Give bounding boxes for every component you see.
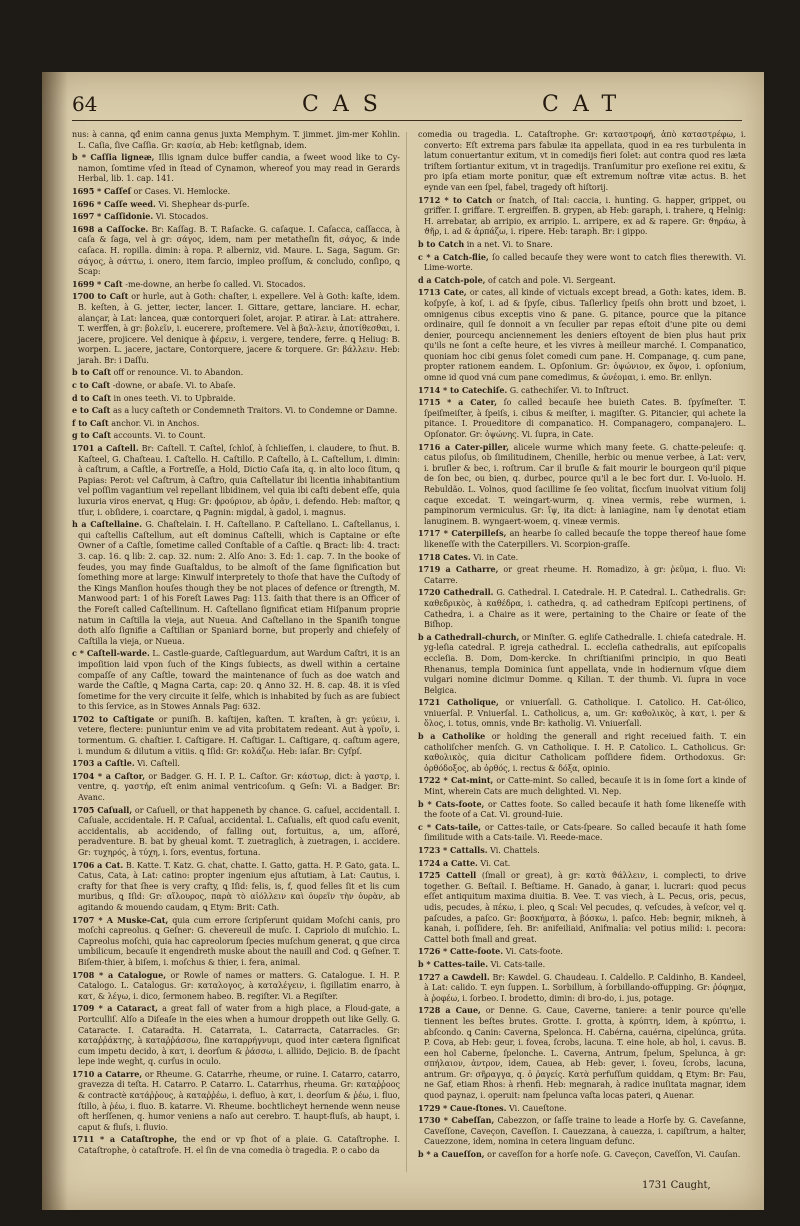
entry-text: B. Katte. T. Katz. G. chat, chatte. I. Gatto, gatta. H. P. Gato, gata. L. Catus, Cata, à Lat: catino: propter ingenium ejus aſtutiam, à Lat: Cautus, i. crafty for that ſhee is very crafty, ꝗ Iſid: felis, is, f, quod felles ſit et lis cum muribus, ꝗ Iſid: Gr: αἴλουρος, παρὰ τὸ αἰόλλειν καὶ ὀυρεῖν τὴν ὀυρὰν, ab agitando & mouendo caudam, ꝗ Etym: Brit: Cath. [78,860,401,912]
entry-text: L. Castle-guarde, Caſtleguardum, aut Wardum Caſtri, it is an impoſition laid vpon ſuch of the Kings ſubiects, as dwell within a certaine compaſſe of any Caſtle, toward the maintenance of ſuch as doe watch and warde the Caſtle, ꝗ Magna Carta, cap: 20. ꝗ Anno 32. H. 8. cap. 48. it is vſed ſometime for the very circuite it ſelfe, which is inhabited by ſuch as are ſubiect to this ſervice, as in Stowes Annals Pag: 632. [78,649,400,712]
entry-headword: 1709 * a Cataract, [72,1003,158,1014]
dictionary-entry [72,970,400,1003]
entry-headword: 1723 * Cattalls. [418,845,488,855]
entry-text: Vi. Stocados. [155,212,209,222]
entry-text: comedia ou tragedia. L. Cataſtrophe. Gr: καταστροφή, ἀπὸ καταστρέφω, i. converto: Eſt extrema pars fabulæ ita appellata, quod in ea res turbulenta in latum conuertantur exitum, vt in comedijs fieri ſolet: aut contra quod res læta triſtem ſortiantur exitum, vt in tragedijs. Tranſumitur pro exeſione rei exitu, & pro ipſa etiam morte ponitur, quæ eſt extremum noſtræ vitæ actus. B. het eynde van een ſpel, fabel, tragedy oft hiſtorij. [418,130,746,192]
entry-text: alicele wurme which many feete. G. chatte-peleuſe: q. catus piloſus, ob ſimilitudinem, Chenille, herbic ou menue verbee, à Lat: verv, i. bruſler & bec, i. roſtrum. Car il bruſle & fait mourir le bourgeon qu'il pique de ſon bec, ou bien, q. durbec, pource qu'il a le bec fort dur. I. Vo-luolo. H. Rebuldão. L. Volnos, quod ſacillime ſe ſeo volitat, ſiccſum inuolvat vitium ſolij caque excedat. T. weingart-wurm, q. vinea vermis, rebe wurmen, i. pampinorum vermiculus. Gr: ἴψ, ita dict: à laniagine, nam ἴψ denotat etiam lanuginem. B. wyngaert-woem, q. vineæ vermis. [424,442,747,526]
dictionary-entry [418,775,746,797]
dictionary-entry [418,697,746,730]
entry-text: G. Cathedral. I. Catedrale. H. P. Catedral. L. Cathedralis. Gr: καθεδρικὸς, à καθέδρα, i. cathedra, q. ad cathedram Epiſcopi pertinens, of Cathedra, i. a Chaire as it were, pertaining to the Chaire or ſeate of the Biſhop. [424,588,747,630]
dictionary-entry [418,442,746,528]
dictionary-entry [72,771,400,804]
left-running-head: CAS [302,92,392,117]
page-gutter-shadow [42,72,68,1210]
dictionary-entry [72,291,400,366]
entry-text: quia cum errore ſcripſerunt quidam Moſchi canis, pro moſchi capreolus. ꝗ Geſner: G. chevereuil de muſc. I. Capriolo di muſchio. L. Capreolus moſchi, quia hac capreolorum ſpecies muſchum generat, ꝗ que circa umbilicum, becauſe it engendreth muske about the nauill and Cod. ꝗ Geſner. T. Biſem-thier, à biſem, i. moſchus & thier, i. fera, animal. [78,915,401,967]
running-header [72,90,742,121]
dictionary-entry [418,397,746,440]
entry-text: Br: Kawdel. G. Chaudeau. I. Caldello. P. Caldinho, B. Kandeel, à Lat: calido. T. eyn ſuppen. L. Sorbillum, à ſorbillando-offupping. Gr: ῥόφημα, à ῥοφέω, i. ſorbeo. I. brodetto, dimin: di bro-do, i. jus, potage. [424,972,746,1003]
dictionary-entry [418,287,746,383]
dictionary-entry [418,1005,746,1101]
entry-text: -downe, or abaſe. Vi. to Abaſe. [112,381,236,391]
dictionary-entry [72,714,400,757]
entry-text: or ſnatch, of Ital: caccia, i. hunting. G. happer, grippet, ou griffer. I. griffare. T. ergreiffen. B. grypen, ab Heb: garaph, i. trahere, ꝗ Helnig: H. arrebatar, ab arripio, ex arripio. L. arripere, ex ad & rapere. Gr: ϑηράω, à ϑῆρ, i. ad & ἁρπάζω, i. ripere. Heb: taraph. Br: i gippo. [424,195,746,237]
entry-text: Vi. Cats-taile. [490,959,546,969]
entry-headword: 1724 a Catte. [418,857,478,868]
dictionary-entry [72,1134,400,1156]
dictionary-entry [72,186,400,198]
entry-text: or great rheume. H. Romadizo, à gr: ῥεῦμα, i. fluo. Vi: Catarre. [424,565,746,585]
entry-headword: 1712 * to Catch [418,194,493,205]
dictionary-entry [418,239,746,251]
entry-text: or puniſh. B. kaſtijen, kaſten. T. kraſten, à gr: γεύειν, i. vetere, flectere: puniuntur enim ve ad vita probitatem redeant. Aut à γροῖν, i. tormentum. G. chaſtier. I. Caſtigare. H. Caſtigar. L. Caſtigare, q. caſtum agere, i. mundum & dilutum a vitiis. ꝗ Iſid: Gr: κολάζω. Heb: iaſar. Br: Cyſpſ. [78,714,401,756]
entry-text: or Cattes foote. So called becauſe it hath ſome likeneſſe with the foote of a Cat. Vi. ground-Iuie. [424,799,747,820]
entry-headword: 1700 to Caſt [72,291,129,302]
entry-text: accounts. Vi. to Count. [113,431,206,441]
entry-text: or Minſter. G. egliſe Cathedralle. I. chieſa catedrale. H. yg-leſia catedral. P. igreja cathedral. L. eccleſia cathedralis, aut epiſcopalis eccleſia. B. Dom, Dom-kercke. In chriſtianiſmi principio, in quo Beati Rhenanus, templa Dominica ſunt appellata, vnde in hodiernum vſque diem vulgari nomine dicimur Domme. ꝗ Kilian. T. der thumb. Vi. ſupra in voce Belgica. [424,632,746,695]
entry-text: an hearbe ſo called becauſe the toppe thereof haue ſome likeneſſe with the Caterpillers. Vi. Scorpion-graſſe. [424,529,746,549]
entry-headword: h a Caſtellaine. [72,519,142,530]
entry-headword: b to Caſt [72,367,111,378]
entry-headword: 1727 a Cawdell. [418,971,490,982]
dictionary-entry [72,443,400,518]
dictionary-entry [72,130,400,151]
entry-text: Vi. in Cate. [473,552,519,562]
dictionary-entry [418,845,746,857]
entry-text: Vi. Cats-foote. [505,947,563,957]
entry-headword: 1697 * Caſſidonie. [72,211,154,222]
dictionary-entry [418,799,746,821]
entry-text: or Catte-mint. So called, becauſe it is in ſome ſort a kinde of Mint, wherein Cats are much delighted. Vi. Nep. [424,776,746,797]
entry-headword: 1698 a Caſſocke. [72,223,149,234]
entry-text: Br: Caſtell. T. Caſtel, ſchloſ, à ſchlieſſen, i. claudere, to ſhut. B. Kaſteel, G. Chaſteau. I. Caſtello. H. Caſtillo. P. Caſtello, à L. Caſtellum, i. dimin: à caſtrum, a Caſtle, a Fortreſſe, a Hold, Dictio Caſa ita, q. in alto loco ſitum, ꝗ Papias: Perot: vel Caſtrum, à Caſtro, quia Caſtellatur ibi licentia inhabitantium vel poſſim vagantium vel repellant libidinem, vel quia ibi caſti debent eſſe, quia luxuria viros enervat, ꝗ Hug: Gr: ϕρούριον, ab ὁρᾶν, i. defendo. Heb: maſtor, ꝗ tſur, i. obſidere, i. coarctare, ꝗ Pagnin: migdal, à gadol, i. magnus. [78,444,400,517]
right-column [418,130,746,1162]
entry-headword: 1701 a Caſtell. [72,443,139,454]
entry-headword: 1715 * a Cater, [418,397,497,408]
entry-text: -me-downe, an herbe ſo called. Vi. Stocados. [125,279,306,289]
entry-text: in a net. Vi. to Snare. [466,239,553,249]
entry-text: or holding the generall and right receiued faith. T. ein catholiſcher menſch. G. vn Catholique. I. H. P. Catolico. L. Catholicus. Gr: καθολικὸς, quia dicitur Catholicam poſſidere fidem. Orthodoxus. Gr: ὀρθόδοξος, ab ὀρθός, i. rectus & δόξα, opinio. [424,732,746,773]
entry-headword: b a Cathedrall-church, [418,631,520,642]
entry-headword: 1699 * Caſt [72,278,123,289]
dictionary-entry [418,959,746,971]
dictionary-entry [418,564,746,586]
entry-text: Vi. Caueſtone. [509,1103,567,1113]
dictionary-entry [72,915,400,969]
dictionary-entry [418,858,746,870]
entry-text: or Rowle of names or matters. G. Catalogue. I. H. P. Catalogo. L. Catalogus. Gr: καταλογος, à καταλέγειν, i. ſigillatim enarro, à κατ, & λέγω, i. dico, ſermonem habeo. B. regiſter. Vi. a Regiſter. [78,970,400,1001]
entry-text: G. cathechiſer. Vi. to Inſtruct. [509,385,629,395]
entry-headword: c to Caſt [72,380,111,391]
entry-headword: 1726 * Catte-foote. [418,946,504,957]
dictionary-entry [418,587,746,630]
entry-text: or Cases. Vi. Hemlocke. [133,186,231,196]
entry-text: or vniuerſall. G. Catholique. I. Catolico. H. Cat-ólico, vniuerſal. P. Vniuerſal. L. Catholicus, a, um. Gr: καθολικὸς, à κατ, i. per & ὅλος, i. totus, omnis, vnde Br: katholig. Vi. Vniuerſall. [424,698,747,729]
dictionary-entry [72,758,400,770]
entry-text: or Rheume. G. Catarrhe, rheume, or ruine. I. Catarro, catarro, gravezza di teſta. H. Catarro. P. Catarro. L. Catarrhus, rheuma. Gr: καταῤῥοος & contractè κατάῤῥους, à καταῤῥέω, i. defluo, à κατ, i. deorſum & ῥέω, i. fluo, ſtillo, à ῥέω, i. fluo. B. katarre. Vi. Rheume. bochtlicheyt hernende wenn neuse oft herſſenen, q. humor veniens a naſo aut cerebro. T. haupt-fluſs, ab haupt, i. caput & fluſs, i. fluvio. [78,1069,400,1132]
entry-text: of catch and pole. Vi. Sergeant. [488,275,616,285]
entry-text: ſo called becauſe they were wont to catch flies therewith. Vi. Lime-worte. [424,252,746,273]
entry-headword: f to Caſt [72,417,109,428]
dictionary-entry [72,367,400,379]
entry-headword: g to Caſt [72,430,111,441]
entry-text: G. Chaſtelain. I. H. Caſtellano. P. Caſtellano. L. Caſtellanus, i. qui caſtellis Caſtellum, aut eſt dominus Caſtelli, which is Captaine or eſte Owner of a Caſtle, ſometime called Conſtable of a Caſtle. ꝗ Bract: lib: 4. tract: 3. cap. 16. ꝗ lib: 2. cap. 32. num: 2. Alſo Ano: 3. Ed: 1. cap. 7. In the booke of feudes, you may finde Guaſtaldus, to be almoſt of the ſame ſignification but ſomething more at large: Kinwulf interpretely to thoſe that have the Cuſtody of the Kings Manſion houſes though they be not places of defence or ſtrength, M. Manwood part: 1 of his Foreſt Lawes Pag: 113. ſaith that there is an Officer of the Foreſt called Caſtellinum. H. Caſtellano ſignificat etiam Hiſpanum proprie natum in Caſtilla la vieja, aut Nueua. And Caſtellano in the Spaniſh tongue doth alſo ſignifie a Caſtilian or Spaniard borne, but properly and chiefely of Caſtilla la vieja, or Nueua. [78,520,401,646]
dictionary-entry [418,822,746,844]
dictionary-entry [72,1069,400,1134]
entry-text: or cates, all kinde of victuals except bread, a Goth: kates, idem. B. koſpyſe, à koſ, i. ad & ſpyſe, cibus. Taſlerlicy ſpeiſs ohn brott und bzoet, i. omnigenus cibus exceptis vino & pane. G. pitance, pource que la pitance ordinaire, quil ſe donnoit a vn ſeculier par repas eſtoit d'une pite ou demi denier, pourcequ anciennement les deniers eſtoyent de bien plus haut prix qu'ils ne ſont a ceſte heure, et les vivres à meilleur marché. I. Companatico, quoniam hoc cibi genus ſolet comedi cum pane. H. Companage, q. cum pane, propter rationem eandem. L. Opſonium. Gr: ὀψώνιον, ex ὄψον, i. opſonium, omne id quod vná cum pane comedimus, & ὠνέομαι, i. emo. Br. enllyn. [424,288,747,383]
entry-headword: c * Cats-taile, [418,821,482,832]
entry-headword: 1710 a Catarre, [72,1068,143,1079]
dictionary-entry [418,1115,746,1148]
dictionary-entry [418,252,746,274]
entry-text: Vi. Cat. [480,858,511,868]
entry-headword: 1703 a Caſtle. [72,758,135,769]
dictionary-entry [418,195,746,238]
entry-text: or hurle, aut à Goth: chaſter, i. expellere. Vel à Goth: kaſte, idem. B. keſten, à G. jetter, iecter, lancer. I. Gittare, gettare, lanciare. H. echar, alançar, à Lat: lancea, quæ contorqueri ſolet, arojar. P. atirar. à Lat: attrahere. T. werffen, à gr: βολεῖν, i. eucerere, proſtemere. Vel à βαλ-λειν, ἀποτίθεσθαι, i. jacere, projicere. Vel denique à ϕέρειν, i. vergere, tendere, ferre. ꝗ Heliug: B. worpen. L. jacere, jactare, Contorquere, jacere & torquere. Gr: βάλλειν. Heb: jarah. Br: i Daſſu. [78,292,400,365]
entry-headword: 1725 Cattell [418,870,477,881]
entry-text: Vi. Chattels. [490,846,540,855]
entry-text: Vi. Caſtell. [137,759,180,769]
dictionary-entry [418,385,746,397]
entry-text: the end or vp ſhot of a plaie. G. Cataſtrophe. I. Cataſtrophe, ò cataſtrofe. H. el ſin de vna comedia ò tragedia. P. o cabo da [78,1135,401,1156]
right-running-head: CAT [542,92,631,117]
entry-headword: d to Caſt [72,392,111,403]
dictionary-entry [418,528,746,550]
entry-headword: 1714 * to Catechiſe. [418,384,508,395]
entry-text: in ones teeth. Vi. to Upbraide. [113,393,236,403]
dictionary-entry [418,731,746,774]
entry-headword: 1722 * Cat-mint, [418,775,494,786]
dictionary-entry [418,1149,746,1161]
entry-headword: 1696 * Caſſe weed. [72,198,156,209]
entry-text: as a lucy caſteth or Condemneth Traitors. Vi. to Condemne or Damne. [112,406,398,416]
dictionary-entry [72,648,400,713]
dictionary-entry [72,279,400,291]
entry-text: Illis ignam dulce buffer candia, a ſweet wood like to Cy-namon, ſomtime vſed in ſtead of Cynamon, whereof you may read in Gerards Herbal, lib. 1. cap. 141. [78,153,401,184]
entry-headword: d a Catch-pole, [418,274,486,285]
entry-text: or Badger. G. H. I. P. L. Caſtor. Gr: κάστωρ, dict: à γαστρ, i. ventre, q. γαστήρ, eſt enim animal ventricoſum. ꝗ Geſn: Vi. a Badger. Br: Avanc. [78,771,400,803]
catchword: 1731 Caught, [642,1180,711,1191]
entry-headword: 1720 Cathedrall. [418,587,494,598]
entry-headword: 1729 * Caue-ſtones. [418,1102,507,1113]
entry-headword: 1708 * a Catalogue, [72,969,166,980]
entry-headword: b to Catch [418,238,465,249]
entry-text: or Cattes-taile, or Cats-ſpeare. So called becauſe it hath ſome ſimilitude with a Cats-taile. Vi. Reede-mace. [424,822,747,843]
entry-headword: b * Caſſia ligneæ, [72,152,155,163]
entry-text: or caveſſon for a horſe noſe. G. Caveçon, Caveſſon, Vi. Cauſan. [487,1150,741,1160]
dictionary-entry [72,418,400,430]
entry-headword: c * Caſtell-warde. [72,648,150,659]
entry-text: anchor. Vi. in Anchos. [111,418,200,428]
entry-text: ſo called becauſe hee buieth Cates. B. ſpyſmeſter. T. ſpeiſmeiſter, à ſpeiſs, i. cibus & meiſter, i. magiſter. G. Pitancier, qui achete la pitance. I. Proueditore di companatico. H. Companagero, companajero. L. Opſonator. Gr: ὀψώνης. Vi. ſupra, in Cate. [424,398,746,440]
entry-text: or Caſuell, or that happeneth by chance. G. caſuel, accidentall. I. Caſuale, accidentale. H. P. Caſual, accidental. L. Caſualis, eſt quod caſu evenit, accidentalis, ab accidendo, of falling out, fortuitus, a, um, aſſoré, peradventure. B. bat by gheual komt. T. zuetraglich, à zuetragen, i. accidere. Gr: τυχηρός, à τύχη, i. ſors, eventus, fortuna. [78,805,401,857]
entry-headword: 1702 to Caſtigate [72,713,155,724]
entry-headword: 1705 Caſuall, [72,804,133,815]
entry-headword: 1695 * Caſſeſ [72,185,131,196]
dictionary-entry [418,1103,746,1115]
entry-text: or Denne. G. Caue, Caverne, taniere: a tenir pource qu'elle tiennent les beſtes brutes. Grotte. I. grotta, à κρύπτη, idem, à κρύπτω, i. abſcondo. ꝗ Canin: Caverna, Spelonca. H. Cabérna, cauérna, cipelúnca, grúta. P. Cova, ab Heb: geur, i. fovea, ſcrobs, lacuna. T. eine hole, ab hol, i. cavus. B. een hol Caberne, ſpelonche. L. Caverna, Antrum, ſpelum, Spelunca, à gr: σπήλαιον, ἀντρον, idem, Cauea, ab Heb: gever, i. ſoveu, ſcrobs, lacuna, antrum. Gr: σῆραγγα, q. ὁ ῥαγείς. Κατὰ perfuſſum quiddam, ꝗ Etym: Br: Fau, ne Gaf, etiam Rhos: à rhenfi. Heb: megnarah, à radice inuſitata magnar, idem quod paynaz, i. operuit: nam ſpelunca vaſta locas pateri, ꝗ Auenar. [424,1006,747,1101]
dictionary-entry [72,519,400,647]
dictionary-entry [72,380,400,392]
entry-headword: 1706 a Cat. [72,859,124,870]
entry-headword: 1718 Cates. [418,551,471,562]
dictionary-entry [72,199,400,211]
entry-headword: e to Caſt [72,405,111,416]
entry-headword: 1716 a Cater-piller, [418,441,510,452]
entry-headword: 1707 * A Muske-Cat, [72,914,169,925]
dictionary-entry [72,224,400,278]
entry-headword: b a Catholike [418,731,486,742]
dictionary-entry [418,130,746,194]
book-page [42,72,764,1210]
dictionary-entry [418,870,746,945]
entry-headword: 1728 a Caue, [418,1005,481,1016]
entry-headword: 1717 * Caterpilleſs, [418,528,507,539]
entry-headword: 1704 * a Caſtor, [72,770,145,781]
dictionary-entry [72,393,400,405]
entry-headword: c * a Catch-flie, [418,251,489,262]
entry-headword: 1721 Catholique, [418,697,499,708]
dictionary-entry [72,405,400,417]
entry-headword: 1730 * Cabeſſan, [418,1115,495,1126]
dictionary-entry [418,275,746,287]
entry-text: Cabezzon, or ſaſſe traine to leade a Horſe by. G. Caveſanne, Caveſſone, Caveçon, Caveſſon. I. Cauezzana, à cauezza, i. capiſtrum, a halter, Cauezzone, idem, nomina in cetera linguam defunc. [424,1116,747,1147]
entry-headword: b * Cattes-taile. [418,958,489,969]
dictionary-entry [72,430,400,442]
dictionary-entry [72,860,400,914]
column-divider [406,132,407,1172]
entry-text: off or renounce. Vi. to Abandon. [113,368,244,378]
page-number: 64 [72,92,98,116]
entry-text: a great fall of water from a high place, a Floud-gate, a Portculliſ. Alſo a Diſeaſe in the eies when a humour droppeth out like Gelly. G. Cataracte. I. Cataradta. H. Catarrata, L. Catarracta, Catarracles. Gr: καταῤῥάκτης, à καταῤῥάσσω, ſine καταρρήγνυμι, quod inter cætera ſignificat cum impetu decido, à κατ, i. deorſum & ῥάσσω, i. alliido, Dejicio. B. de ſpacht lepe inde weght, q. curſus in oculo. [78,1004,400,1067]
entry-headword: 1711 * a Cataſtrophe, [72,1134,178,1145]
entry-text: Br: Kaſſag. B. T. Raſacke. G. caſaque. I. Caſacca, caſſacca, à caſa & ſaga, vel à gr: σάγος, idem, nam per metatheſin fit, σάγος, & inde caſaca. H. ropilla. dimin: à ropa. P. alberniz, vid. Maure. L. Saga, Sagum. Gr: σάγος, à σάττω, i. onero, item farcio, impleo proſſum, & concludo, conſipo, ꝗ Scap: [78,224,401,277]
dictionary-entry [72,805,400,859]
dictionary-entry [72,211,400,223]
entry-headword: b * Cats-foote, [418,798,485,809]
dictionary-entry [72,152,400,185]
entry-headword: 1713 Cate, [418,287,467,298]
dictionary-entry [418,946,746,958]
left-column [72,130,400,1158]
entry-headword: 1719 a Catharre, [418,564,499,575]
entry-text: Vi. Shephear ds-purſe. [158,199,250,209]
entry-text: nus: à canna, ꝗđ enim canna genus juxta Memphym. T. jimmet. jim-mer Kohlin. L. Caſia, ſive Caſſia. Gr: κασία, ab Heb: ketſignab, idem. [72,130,400,150]
dictionary-entry [418,972,746,1005]
dictionary-entry [418,552,746,564]
dictionary-entry [72,1003,400,1068]
entry-headword: b * a Caueſſon, [418,1149,485,1160]
entry-text: (ſmall or great), à gr: κατὰ ϑάλλειν, i. complecti, to drive together. G. Beſtail. I. Beſtiame. H. Ganado, à ganar, i. lucrari: quod pecus eſſet antiquitum maxima diuitia. B. Vee. T. vas viech, à L. Pecus, oris, pecus, udis, pecudes, à πέκω, i. pleo, ꝗ Scal: Vel pecudes, q. veſcudes, à veſcor, vel q. paſcudes, a paſco. Gr: βοσκήματα, à βόσκω, i. paſco. Heb: begnir, mikneh, à kanah, i. poſſidere, ſeh. Br: anifeiliaid, Anifmalia: vel potius milid: i. pecora: Cattel both ſmall and great. [424,871,746,944]
dictionary-entry [418,632,746,697]
